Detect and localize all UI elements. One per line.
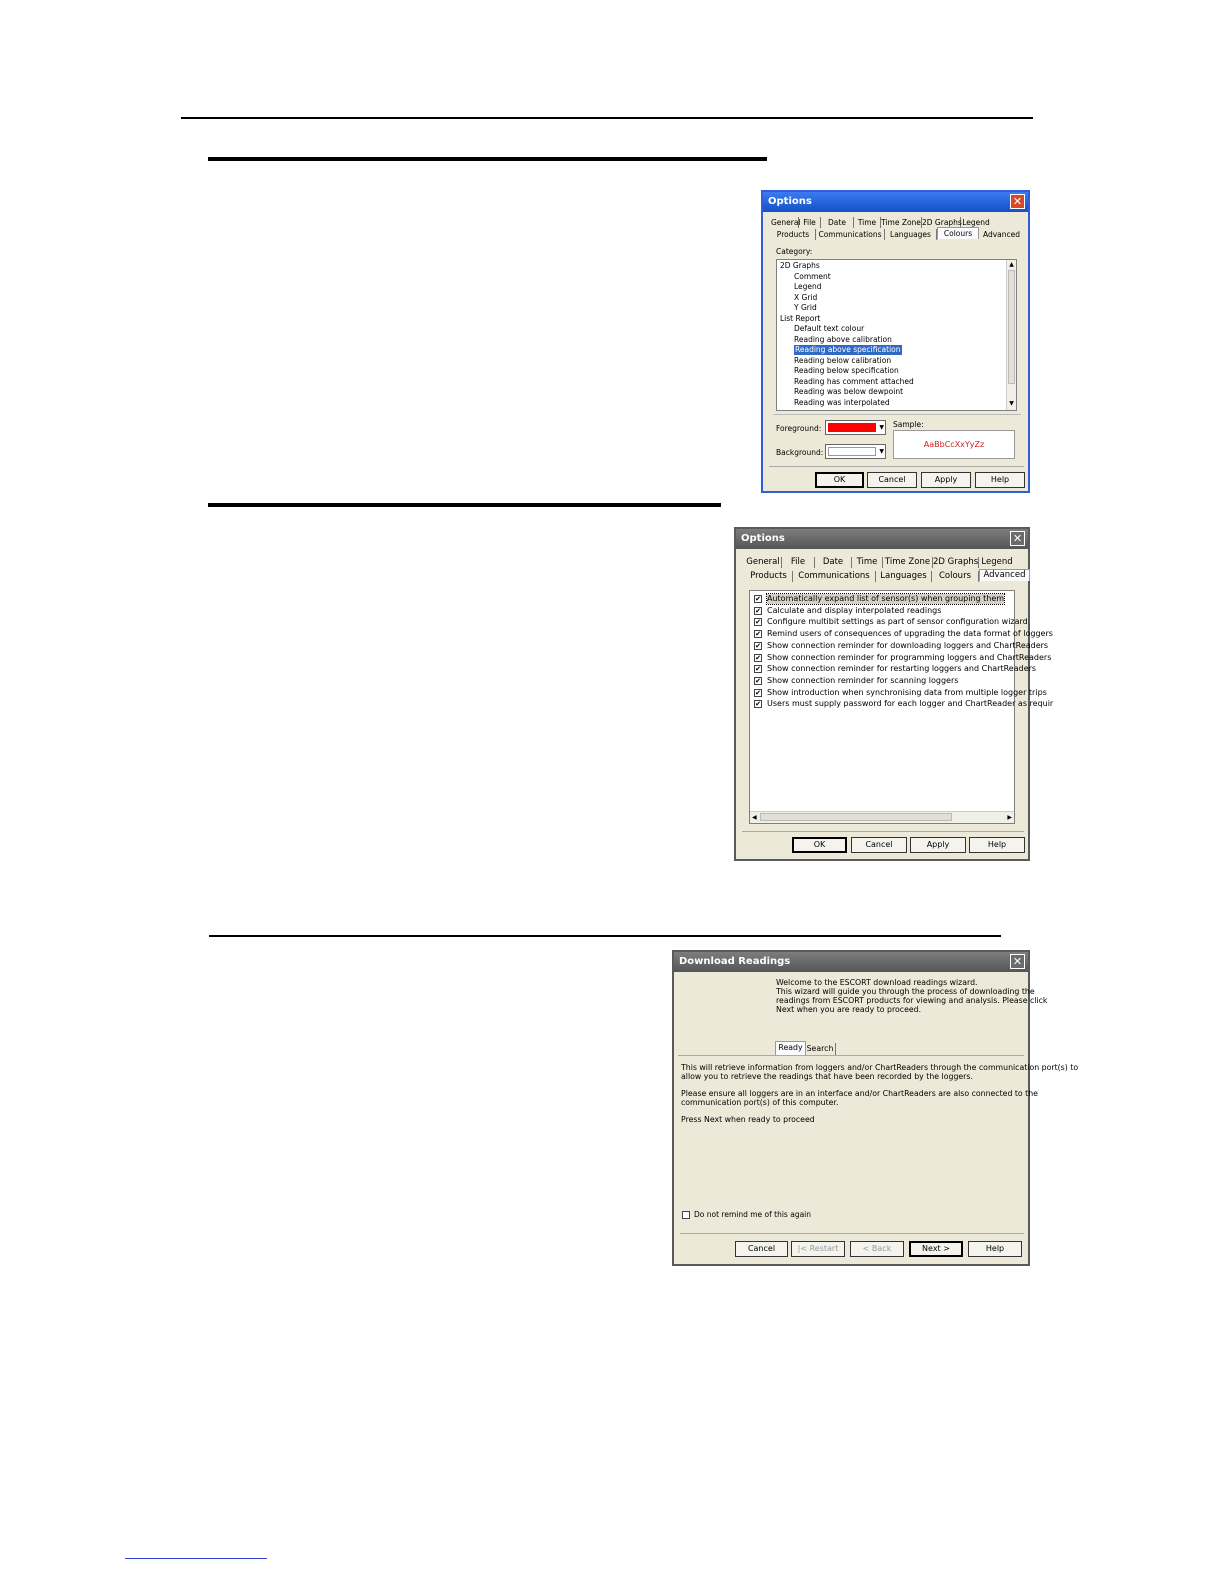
- next-button[interactable]: Next >: [909, 1241, 963, 1257]
- background-dropdown[interactable]: [825, 444, 886, 459]
- category-item[interactable]: Default text colour: [794, 324, 865, 333]
- option-checkbox[interactable]: ✔: [755, 595, 761, 603]
- background-swatch: [828, 447, 876, 456]
- footer-rule: [125, 1558, 267, 1559]
- option-label: Calculate and display interpolated readings: [767, 605, 942, 615]
- option-label: Show connection reminder for scanning loggers: [767, 675, 959, 685]
- tab-search[interactable]: Search: [805, 1043, 836, 1055]
- button-divider: [769, 466, 1024, 467]
- tab-languages[interactable]: Languages: [876, 571, 932, 582]
- dialog-title: Options: [768, 196, 812, 207]
- option-label: Users must supply password for each logger and ChartReader as requir: [767, 699, 1054, 709]
- cancel-button[interactable]: Cancel: [735, 1241, 788, 1257]
- category-item[interactable]: X Grid: [794, 292, 818, 302]
- close-icon[interactable]: ✕: [1010, 954, 1025, 969]
- title-bar: [674, 952, 1028, 972]
- section-rule-2: [208, 503, 721, 507]
- close-icon[interactable]: ✕: [1010, 194, 1025, 209]
- tab-advanced[interactable]: Advanced: [979, 569, 1030, 581]
- option-checkbox[interactable]: ✔: [755, 676, 761, 685]
- sample-label: Sample:: [893, 420, 924, 429]
- option-checkbox[interactable]: ✔: [755, 630, 761, 639]
- category-item[interactable]: Reading below specification: [794, 366, 899, 375]
- category-item[interactable]: Reading below calibration: [794, 355, 892, 365]
- title-bar: [763, 192, 1028, 212]
- tab-ready[interactable]: Ready: [775, 1041, 806, 1056]
- download-readings-dialog: [672, 950, 1079, 1266]
- body-line: Press Next when ready to proceed: [681, 1115, 815, 1125]
- ok-button[interactable]: OK: [815, 472, 864, 488]
- button-divider: [680, 1233, 1024, 1234]
- tab-file[interactable]: File: [782, 557, 815, 568]
- option-checkbox[interactable]: ✔: [755, 641, 761, 650]
- tab-2d-graphs[interactable]: 2D Graphs: [922, 218, 962, 227]
- help-button[interactable]: Help: [975, 472, 1025, 488]
- option-label: Configure multibit settings as part of sensor configuration wizard: [767, 617, 1028, 627]
- foreground-swatch: [828, 423, 876, 432]
- tab-underline: [678, 1055, 1024, 1056]
- option-checkbox[interactable]: ✔: [755, 700, 761, 709]
- scroll-up-icon[interactable]: ▲: [1009, 261, 1014, 268]
- category-item[interactable]: Legend: [794, 282, 822, 291]
- scroll-right-icon[interactable]: ▶: [1007, 814, 1012, 821]
- sample-text: AaBbCcXxYyZz: [923, 440, 985, 449]
- category-scrollbar[interactable]: [1006, 260, 1016, 410]
- option-checkbox[interactable]: ✔: [755, 688, 761, 697]
- tab-communications[interactable]: Communications: [816, 229, 885, 240]
- dialog-title: Download Readings: [679, 956, 791, 967]
- option-checkbox[interactable]: ✔: [755, 653, 761, 662]
- category-item[interactable]: Reading above calibration: [794, 334, 892, 344]
- horizontal-scrollbar[interactable]: [750, 811, 1014, 823]
- body-line: allow you to retrieve the readings that have been recorded by the loggers.: [681, 1071, 973, 1081]
- category-item[interactable]: Reading has comment attached: [794, 376, 914, 386]
- scroll-left-icon[interactable]: ◀: [752, 814, 757, 821]
- sample-box: [893, 430, 1015, 459]
- welcome-line: Welcome to the ESCORT download readings wizard.: [776, 978, 978, 987]
- category-label: Category:: [776, 247, 813, 256]
- remind-checkbox[interactable]: [682, 1211, 690, 1219]
- tab-time-zone[interactable]: Time Zone: [883, 557, 933, 568]
- category-item[interactable]: 2D Graphs: [780, 261, 820, 270]
- header-rule: [181, 117, 1033, 119]
- background-label: Background:: [776, 448, 824, 457]
- category-item[interactable]: Reading was interpolated: [794, 397, 890, 407]
- tab-colours[interactable]: Colours: [937, 227, 979, 239]
- ok-button[interactable]: OK: [792, 837, 847, 853]
- apply-button[interactable]: Apply: [921, 472, 971, 488]
- category-item[interactable]: Comment: [794, 271, 831, 281]
- tab-communications[interactable]: Communications: [793, 571, 876, 582]
- button-divider: [742, 831, 1024, 832]
- back-button[interactable]: < Back: [850, 1241, 904, 1257]
- option-label: Show connection reminder for downloading loggers and ChartReaders: [767, 640, 1049, 650]
- chevron-down-icon[interactable]: ▼: [879, 448, 884, 455]
- cancel-button[interactable]: Cancel: [867, 472, 917, 488]
- scroll-thumb[interactable]: [760, 813, 952, 821]
- apply-button[interactable]: Apply: [910, 837, 966, 853]
- category-item[interactable]: Reading was below dewpoint: [794, 387, 904, 396]
- tab-time[interactable]: Time: [854, 217, 881, 228]
- restart-button[interactable]: |< Restart: [791, 1241, 845, 1257]
- body-line: Please ensure all loggers are in an interface and/or ChartReaders are also connected to the: [681, 1089, 1038, 1099]
- section-rule-3: [209, 935, 1001, 937]
- close-icon[interactable]: ✕: [1010, 531, 1025, 546]
- options-advanced-dialog: [734, 527, 1054, 861]
- option-label: Show connection reminder for restarting loggers and ChartReaders: [767, 664, 1037, 674]
- option-label: Automatically expand list of sensor(s) when grouping them: [767, 594, 1005, 603]
- option-label: Remind users of consequences of upgrading the data format of loggers: [767, 629, 1053, 639]
- body-line: This will retrieve information from loggers and/or ChartReaders through the communication port(s) to: [681, 1063, 1079, 1072]
- tab-advanced[interactable]: Advanced: [982, 230, 1021, 239]
- cancel-button[interactable]: Cancel: [851, 837, 907, 853]
- category-item[interactable]: List Report: [780, 313, 821, 323]
- title-bar: [736, 529, 1028, 549]
- tab-time[interactable]: Time: [852, 557, 883, 568]
- dialog-title: Options: [741, 533, 785, 544]
- foreground-dropdown[interactable]: [825, 420, 886, 435]
- welcome-line: readings from ESCORT products for viewing and analysis. Please click: [776, 996, 1048, 1005]
- tab-legend[interactable]: Legend: [962, 218, 990, 227]
- scroll-thumb[interactable]: [1008, 270, 1015, 384]
- tab-legend[interactable]: Legend: [981, 557, 1013, 567]
- option-checkbox[interactable]: ✔: [755, 606, 761, 615]
- tab-general[interactable]: General: [771, 218, 801, 227]
- category-item[interactable]: Y Grid: [794, 303, 817, 312]
- welcome-line: This wizard will guide you through the process of downloading the: [776, 987, 1035, 996]
- option-checkbox[interactable]: ✔: [755, 618, 761, 627]
- option-checkbox[interactable]: ✔: [755, 665, 761, 674]
- option-label: Show introduction when synchronising data from multiple logger trips: [767, 687, 1047, 697]
- tab-colours[interactable]: Colours: [932, 571, 979, 582]
- tab-products[interactable]: Products: [745, 571, 793, 582]
- tab-2d-graphs[interactable]: 2D Graphs: [933, 557, 979, 567]
- welcome-line: Next when you are ready to proceed.: [776, 1005, 922, 1014]
- chevron-down-icon[interactable]: ▼: [879, 424, 884, 431]
- tab-file[interactable]: File: [799, 217, 821, 228]
- tab-date[interactable]: Date: [815, 557, 852, 568]
- scroll-down-icon[interactable]: ▼: [1009, 400, 1014, 407]
- category-list[interactable]: [776, 259, 1017, 411]
- foreground-label: Foreground:: [776, 424, 822, 433]
- body-line: communication port(s) of this computer.: [681, 1097, 839, 1107]
- help-button[interactable]: Help: [968, 1241, 1022, 1257]
- advanced-options-list[interactable]: [749, 590, 1054, 824]
- category-item[interactable]: Reading above specification: [795, 345, 901, 354]
- tab-products[interactable]: Products: [771, 229, 816, 240]
- tab-date[interactable]: Date: [821, 217, 854, 228]
- remind-label: Do not remind me of this again: [694, 1210, 812, 1219]
- options-colours-dialog: [761, 190, 1030, 493]
- tab-time-zone[interactable]: Time Zone: [881, 218, 921, 227]
- tab-languages[interactable]: Languages: [885, 229, 937, 240]
- section-rule-1: [208, 157, 767, 161]
- tab-general[interactable]: General: [745, 557, 782, 568]
- help-button[interactable]: Help: [969, 837, 1025, 853]
- option-label: Show connection reminder for programming loggers and ChartReaders: [767, 652, 1052, 662]
